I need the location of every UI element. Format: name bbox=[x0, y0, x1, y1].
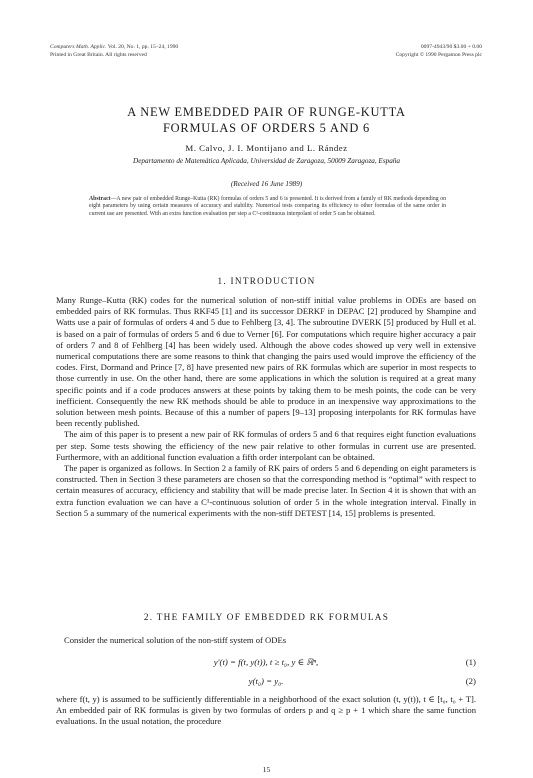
paragraph: The aim of this paper is to present a new pair of RK formulas of orders 5 and 6 that requires eight function evaluations per step. Some tests showing the efficiency of the new pair relative to other formulas in current use are presented. Furthermore, with an additional function evaluation a fifth order interpolant can be obtained. bbox=[56, 429, 476, 462]
printed-note: Printed in Great Britain. All rights reserved bbox=[50, 51, 147, 58]
equation-1-label: (1) bbox=[465, 657, 476, 667]
equation-1 bbox=[56, 657, 476, 668]
equation-1-body: y′(t) = f(t, y(t)), t ≥ t₀, y ∈ ℝⁿ, bbox=[213, 657, 319, 667]
copyright: Copyright © 1990 Pergamon Press plc bbox=[395, 51, 482, 58]
title-line-2: FORMULAS OF ORDERS 5 AND 6 bbox=[162, 120, 371, 135]
journal-citation bbox=[50, 44, 178, 52]
abstract bbox=[89, 196, 446, 218]
section-2-body: where f(t, y) is assumed to be sufficiently differentiable in a neighborhood of the exact solution (t, y(t)), t ∈ [t₀, t₀ + T]. An embedded pair of RK formulas is given by two formulas of orders p and q ≥ p + 1 which share the same function evaluations. In the usual notation, the procedure bbox=[56, 694, 476, 727]
section-1-body bbox=[56, 295, 476, 519]
section-1-heading: 1. INTRODUCTION bbox=[217, 276, 316, 286]
authors: M. Calvo, J. I. Montijano and L. Rández bbox=[185, 143, 348, 153]
paragraph: The paper is organized as follows. In Section 2 a family of RK pairs of orders 5 and 6 depending on eight parameters is constructed. Then in Section 3 these parameters are chosen so that the corresponding method is “optimal” with respect to certain measures of accuracy, efficiency and stability that will be made precise later. In Section 4 it is shown that with an extra function evaluation we can have a C¹-continuous solution of order 5 in the whole integration interval. Finally in Section 5 a summary of the numerical experiments with the non-stiff DETEST [14, 15] problems is presented. bbox=[56, 463, 476, 518]
journal-volume: Vol. 20, No. 1, pp. 15–24, 1990 bbox=[107, 44, 179, 50]
title-line-1: A NEW EMBEDDED PAIR OF RUNGE-KUTTA bbox=[127, 105, 406, 119]
page-number: 15 bbox=[262, 765, 271, 774]
paper-title bbox=[40, 105, 493, 136]
journal-header-right bbox=[396, 44, 482, 59]
paragraph: Many Runge–Kutta (RK) codes for the numerical solution of non-stiff initial value problems in ODEs are based on embedded pairs of RK formulas. Thus RKF45 [1] and its successor DERKF in DEPAC [2] produced by Shampine and Watts use a pair of formulas of orders 4 and 5 due to Fehlberg [3, 4]. The subroutine DVERK [5] produced by Hull et al. is based on a pair of formulas of orders 5 and 6 due to Verner [6]. For computations which require higher accuracy a pair of orders 7 and 8 of Fehlberg [4] has been widely used. Although the above codes showed up very well in extensive numerical computations there are some reasons to think that changing the pairs used would improve the efficiency of the codes. First, Dormand and Prince [7, 8] have presented new pairs of RK formulas which are superior in most respects to those currently in use. On the other hand, there are some applications in which the solution is required at a great many specific points and if a code produces answers at these points by taking them to be mesh points, the code can be very inefficient. Consequently the new RK methods should be able to produce in an inexpensive way approximations to the solution between mesh points. Because of this a number of papers [9–13] proposing interpolants for RK formulas have been recently published. bbox=[56, 295, 476, 429]
abstract-lead: Abstract bbox=[89, 196, 111, 202]
section-2-intro: Consider the numerical solution of the non-stiff system of ODEs bbox=[64, 635, 287, 645]
section-2-heading: 2. THE FAMILY OF EMBEDDED RK FORMULAS bbox=[143, 612, 390, 622]
journal-header-left bbox=[50, 44, 178, 59]
abstract-text: —A new pair of embedded Runge–Kutta (RK) formulas of orders 5 and 6 is presented. It is derived from a family of RK methods depending on eight parameters by using certain measures of accuracy and stability. Numerical tests comparing its efficiency to other formulas of the same order in current use are presented. With an extra function evaluation per step a C¹-continuous interpolant of order 5 can be obtained. bbox=[89, 196, 446, 217]
received-date: (Received 16 June 1989) bbox=[230, 180, 303, 188]
issn: 0097-4943/90 $3.00 + 0.00 bbox=[420, 44, 482, 50]
equation-2 bbox=[56, 676, 476, 687]
equation-2-label: (2) bbox=[465, 676, 476, 686]
journal-name: Computers Math. Applic. bbox=[50, 44, 107, 50]
equation-2-body: y(t₀) = y₀. bbox=[248, 676, 284, 686]
affiliation: Departamento de Matemática Aplicada, Universidad de Zaragoza, 50009 Zaragoza, España bbox=[133, 157, 400, 165]
